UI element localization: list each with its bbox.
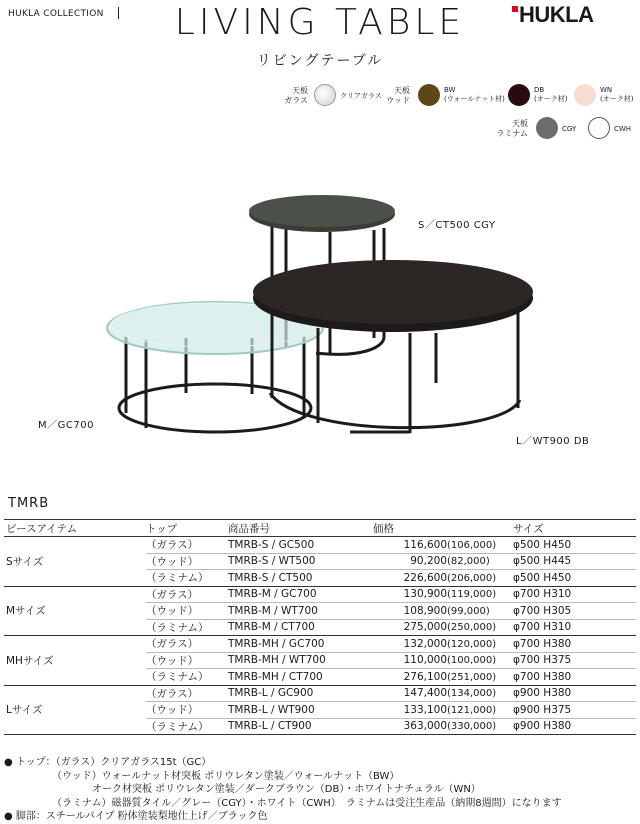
- top-cell: （ウッド）: [146, 603, 228, 620]
- sku-cell: TMRB-MH / WT700: [228, 652, 373, 669]
- note-oak: オーク材突板 ポリウレタン塗装／ダークブラウン（DB）・ホワイトナチュラル（WN）: [92, 784, 481, 795]
- swatch-bw: [418, 84, 440, 106]
- sku-cell: TMRB-M / GC700: [228, 586, 373, 603]
- price-cell: [373, 603, 503, 620]
- price-value: 363,000: [403, 720, 447, 733]
- glass-finish-label: 天板 ガラス: [284, 86, 308, 105]
- size-cell: φ700 H310: [503, 586, 636, 603]
- piece-item-cell: MHサイズ: [4, 636, 146, 686]
- table-row: [4, 586, 636, 603]
- price-cell: [373, 669, 503, 686]
- top-cell: （ウッド）: [146, 652, 228, 669]
- price-value: 226,600: [403, 571, 447, 584]
- price-value: 276,100: [403, 670, 447, 683]
- table-header-row: [4, 520, 636, 537]
- top-cell: （ガラス）: [146, 636, 228, 653]
- swatch-glass-label: クリアガラス: [340, 92, 382, 100]
- price-excl-tax: (206,000): [447, 572, 497, 584]
- swatch-glass: [314, 84, 336, 106]
- price-excl-tax: (250,000): [447, 622, 497, 634]
- swatch-cwh: [588, 117, 610, 139]
- page-title: LIVING TABLE: [174, 2, 466, 43]
- logo-mark-icon: [512, 6, 518, 12]
- price-excl-tax: (99,000): [447, 605, 490, 617]
- price-cell: [373, 685, 503, 702]
- size-cell: φ900 H380: [503, 718, 636, 735]
- sku-cell: TMRB-M / CT700: [228, 619, 373, 636]
- sku-cell: TMRB-MH / GC700: [228, 636, 373, 653]
- page-subtitle: リビングテーブル: [256, 53, 384, 69]
- note-legs: ● 脚部：スチールパイプ 粉体塗装梨地仕上げ／ブラック色: [4, 811, 268, 822]
- price-cell: [373, 586, 503, 603]
- price-value: 110,000: [403, 654, 447, 667]
- top-cell: （ガラス）: [146, 537, 228, 554]
- caption-large: L／WT900 DB: [516, 436, 590, 447]
- swatch-wn-label: WN (オーク材): [600, 86, 634, 103]
- price-cell: [373, 619, 503, 636]
- table-row: [4, 537, 636, 554]
- swatch-cgy-label: CGY: [562, 125, 577, 133]
- logo-text: HUKLA: [519, 2, 594, 27]
- model-code: TMRB: [8, 496, 50, 511]
- price-excl-tax: (121,000): [447, 704, 497, 716]
- price-excl-tax: (120,000): [447, 638, 497, 650]
- piece-item-cell: Mサイズ: [4, 586, 146, 636]
- top-cell: （ラミナム）: [146, 619, 228, 636]
- top-cell: （ガラス）: [146, 685, 228, 702]
- laminate-finish-label: 天板 ラミナム: [496, 119, 528, 138]
- price-cell: [373, 636, 503, 653]
- top-cell: （ラミナム）: [146, 570, 228, 587]
- size-cell: φ900 H375: [503, 702, 636, 719]
- sku-cell: TMRB-S / CT500: [228, 570, 373, 587]
- swatch-db-label: DB (オーク材): [534, 86, 568, 103]
- piece-item-cell: Sサイズ: [4, 537, 146, 587]
- price-value: 132,000: [403, 637, 447, 650]
- sku-cell: TMRB-S / WT500: [228, 553, 373, 570]
- price-value: 133,100: [403, 703, 447, 716]
- price-excl-tax: (330,000): [447, 721, 497, 733]
- top-cell: （ラミナム）: [146, 718, 228, 735]
- sku-cell: TMRB-S / GC500: [228, 537, 373, 554]
- caption-medium: M／GC700: [38, 420, 94, 431]
- size-cell: φ700 H375: [503, 652, 636, 669]
- brand-logo: [512, 2, 594, 28]
- top-cell: （ラミナム）: [146, 669, 228, 686]
- swatch-cgy: [536, 117, 558, 139]
- price-excl-tax: (119,000): [447, 589, 497, 601]
- sku-cell: TMRB-M / WT700: [228, 603, 373, 620]
- sku-cell: TMRB-MH / CT700: [228, 669, 373, 686]
- price-excl-tax: (106,000): [447, 539, 497, 551]
- caption-small: S／CT500 CGY: [418, 220, 496, 231]
- size-cell: φ500 H445: [503, 553, 636, 570]
- top-cell: （ウッド）: [146, 702, 228, 719]
- price-value: 108,900: [403, 604, 447, 617]
- product-photo: [0, 188, 640, 453]
- price-excl-tax: (134,000): [447, 688, 497, 700]
- swatch-cwh-label: CWH: [614, 125, 632, 133]
- piece-item-cell: Lサイズ: [4, 685, 146, 735]
- size-cell: φ700 H380: [503, 669, 636, 686]
- price-value: 275,000: [403, 621, 447, 634]
- swatch-wn: [574, 84, 596, 106]
- price-cell: [373, 652, 503, 669]
- size-cell: φ500 H450: [503, 537, 636, 554]
- header-size: サイズ: [503, 520, 636, 537]
- sku-cell: TMRB-L / CT900: [228, 718, 373, 735]
- price-excl-tax: (251,000): [447, 671, 497, 683]
- table-row: [4, 636, 636, 653]
- price-cell: [373, 553, 503, 570]
- sku-cell: TMRB-L / GC900: [228, 685, 373, 702]
- top-cell: （ウッド）: [146, 553, 228, 570]
- note-wood: （ウッド）ウォールナット材突板 ポリウレタン塗装／ウォールナット（BW）: [52, 770, 400, 782]
- swatch-bw-label: BW (ウォールナット材): [444, 86, 505, 103]
- price-cell: [373, 537, 503, 554]
- price-value: 130,900: [403, 588, 447, 601]
- price-excl-tax: (100,000): [447, 655, 497, 667]
- size-cell: φ700 H310: [503, 619, 636, 636]
- sku-cell: TMRB-L / WT900: [228, 702, 373, 719]
- price-value: 116,600: [403, 538, 447, 551]
- top-cell: （ガラス）: [146, 586, 228, 603]
- header-top: トップ: [146, 520, 228, 537]
- size-cell: φ700 H380: [503, 636, 636, 653]
- price-table: [4, 519, 636, 735]
- price-cell: [373, 718, 503, 735]
- swatch-db: [508, 84, 530, 106]
- size-cell: φ900 H380: [503, 685, 636, 702]
- spec-notes: [4, 756, 562, 824]
- price-cell: [373, 570, 503, 587]
- price-cell: [373, 702, 503, 719]
- price-value: 147,400: [403, 687, 447, 700]
- size-cell: φ500 H450: [503, 570, 636, 587]
- collection-label: HUKLA COLLECTION: [8, 9, 104, 19]
- size-cell: φ700 H305: [503, 603, 636, 620]
- wood-finish-label: 天板 ウッド: [386, 86, 410, 105]
- note-laminate: （ラミナム）磁器質タイル／グレー（CGY）・ホワイト（CWH） ラミナムは受注生産品（納期8週間）になります: [52, 797, 562, 809]
- header-sku: 商品番号: [228, 520, 373, 537]
- price-excl-tax: (82,000): [447, 556, 490, 568]
- note-top: ● トップ：（ガラス）クリアガラス15t（GC）: [4, 757, 212, 768]
- table-row: [4, 685, 636, 702]
- header-item: ピースアイテム: [4, 520, 146, 537]
- header-price: 価格: [373, 520, 503, 537]
- price-value: 90,200: [410, 555, 447, 568]
